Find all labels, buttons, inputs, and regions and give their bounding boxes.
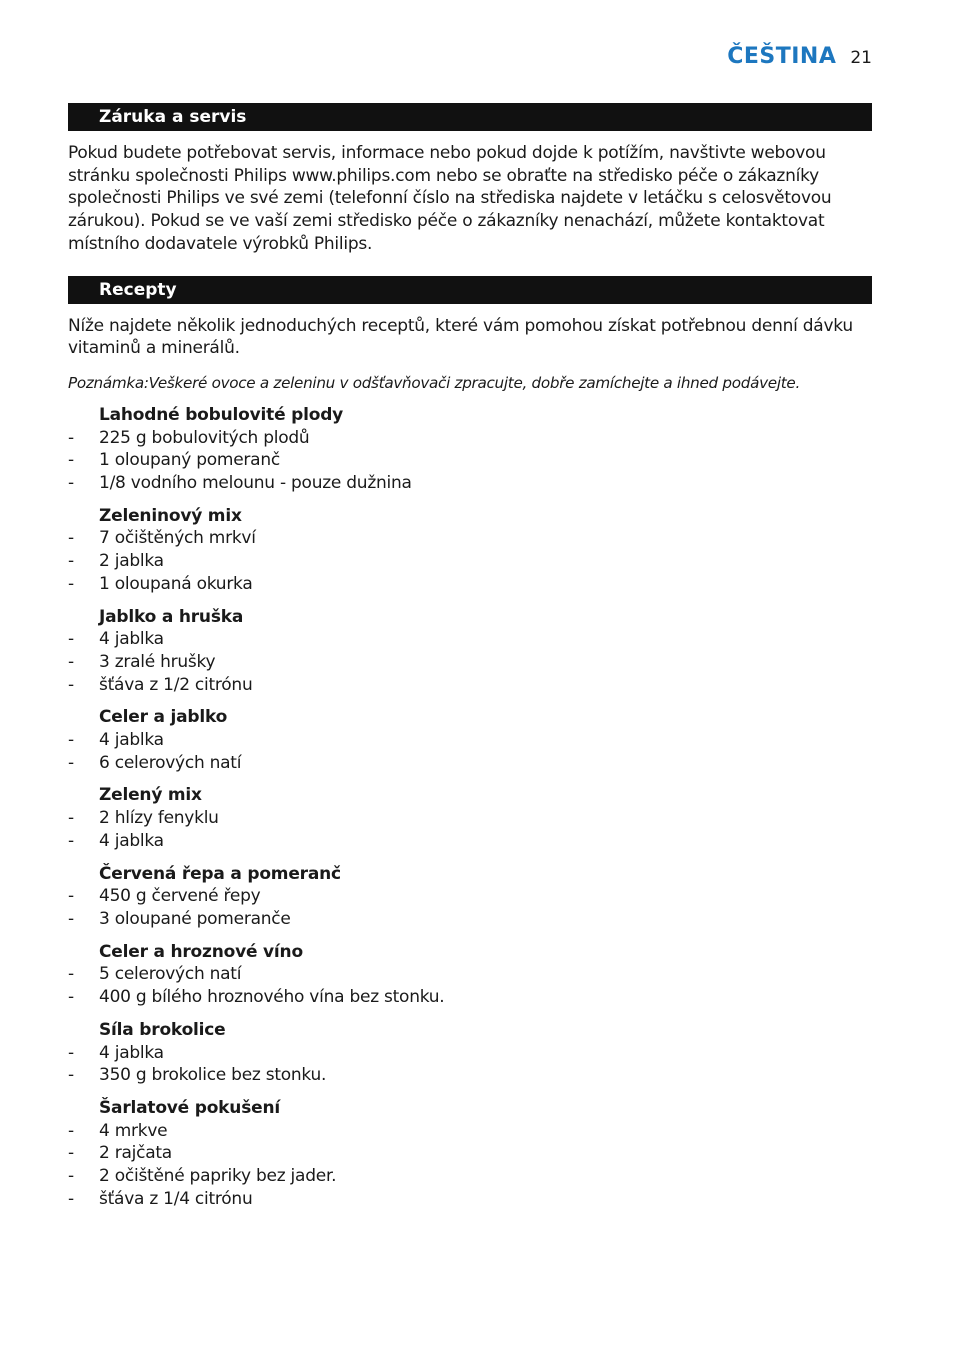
ingredient-item	[68, 807, 872, 830]
recipe-title: Šarlatové pokušení	[99, 1097, 280, 1118]
ingredient-item	[68, 963, 872, 986]
warranty-text-end: nebo se obraťte na středisko péče o zákazníky společnosti Philips ve své zemi (telefonní číslo na střediska najdete v letáčku s celosvětovou zárukou). Pokud se ve vaší zemi středisko péče o zákazníky nenachází, můžete kontaktovat místního dodavatele výrobků Philips.	[68, 165, 832, 254]
page-number: 21	[850, 48, 872, 68]
ingredient-item	[68, 729, 872, 752]
recipe-block	[68, 1097, 872, 1211]
page-content	[68, 103, 872, 1210]
list-dash: -	[68, 964, 74, 985]
list-dash: -	[68, 674, 74, 695]
ingredient-text: 5 celerových natí	[99, 964, 242, 985]
ingredient-item	[68, 1188, 872, 1211]
ingredient-text: 2 rajčata	[99, 1143, 172, 1164]
ingredient-item	[68, 651, 872, 674]
ingredient-text: 1 oloupaná okurka	[99, 573, 253, 594]
warranty-text-start: Pokud budete potřebovat servis, informace nebo pokud dojde k potížím, navštivte webovou stránku společnosti Philips	[68, 143, 826, 186]
recipe-block	[68, 941, 872, 1009]
recipe-block	[68, 606, 872, 697]
list-dash: -	[68, 473, 74, 494]
ingredient-text: 2 hlízy fenyklu	[99, 808, 219, 829]
ingredient-text: 7 očištěných mrkví	[99, 528, 256, 549]
page-header	[727, 44, 872, 69]
ingredient-item	[68, 885, 872, 908]
recipe-title: Zelený mix	[99, 785, 202, 806]
list-dash: -	[68, 651, 74, 672]
recipe-block	[68, 784, 872, 852]
list-dash: -	[68, 1120, 74, 1141]
ingredient-item	[68, 908, 872, 931]
ingredient-item	[68, 1120, 872, 1143]
ingredient-text: 400 g bílého hroznového vína bez stonku.	[99, 987, 445, 1008]
ingredient-text: 1 oloupaný pomeranč	[99, 450, 280, 471]
list-dash: -	[68, 730, 74, 751]
language-label: ČEŠTINA	[727, 44, 837, 69]
list-dash: -	[68, 830, 74, 851]
ingredient-item	[68, 674, 872, 697]
ingredient-item	[68, 527, 872, 550]
ingredient-item	[68, 1165, 872, 1188]
spacer	[68, 256, 872, 276]
list-dash: -	[68, 908, 74, 929]
ingredient-item	[68, 1142, 872, 1165]
ingredient-item	[68, 1042, 872, 1065]
ingredient-item	[68, 752, 872, 775]
list-dash: -	[68, 427, 74, 448]
ingredient-text: 6 celerových natí	[99, 752, 242, 773]
section-heading-warranty: Záruka a servis	[68, 103, 872, 131]
ingredient-item	[68, 830, 872, 853]
ingredient-item	[68, 573, 872, 596]
ingredient-text: 2 jablka	[99, 551, 164, 572]
recipe-block	[68, 706, 872, 774]
list-dash: -	[68, 1042, 74, 1063]
ingredient-item	[68, 986, 872, 1009]
recipe-block	[68, 863, 872, 931]
philips-website-link[interactable]: www.philips.com	[291, 165, 431, 186]
ingredient-text: 4 jablka	[99, 1042, 164, 1063]
ingredient-text: 3 zralé hrušky	[99, 651, 216, 672]
ingredient-text: šťáva z 1/2 citrónu	[99, 674, 253, 695]
list-dash: -	[68, 528, 74, 549]
ingredient-text: 450 g červené řepy	[99, 886, 261, 907]
list-dash: -	[68, 752, 74, 773]
recipes-note: Poznámka:Veškeré ovoce a zeleninu v odšťavňovači zpracujte, dobře zamíchejte a ihned podávejte.	[68, 373, 800, 392]
recipes-intro: Níže najdete několik jednoduchých receptů, které vám pomohou získat potřebnou denní dávku vitaminů a minerálů.	[68, 315, 853, 359]
recipe-block	[68, 505, 872, 596]
ingredient-text: 3 oloupané pomeranče	[99, 908, 291, 929]
ingredient-item	[68, 1064, 872, 1087]
ingredient-text: 2 očištěné papriky bez jader.	[99, 1166, 337, 1187]
list-dash: -	[68, 551, 74, 572]
recipe-block	[68, 404, 872, 495]
section-heading-recipes: Recepty	[68, 276, 872, 304]
ingredient-text: 4 jablka	[99, 830, 164, 851]
recipe-title: Lahodné bobulovité plody	[99, 404, 344, 425]
ingredient-item	[68, 472, 872, 495]
ingredient-text: 4 jablka	[99, 629, 164, 650]
ingredient-text: 350 g brokolice bez stonku.	[99, 1065, 327, 1086]
ingredient-text: 4 mrkve	[99, 1120, 168, 1141]
recipe-block	[68, 1019, 872, 1087]
list-dash: -	[68, 808, 74, 829]
ingredient-text: 1/8 vodního melounu - pouze dužnina	[99, 473, 412, 494]
recipe-list	[68, 404, 872, 1211]
list-dash: -	[68, 987, 74, 1008]
list-dash: -	[68, 629, 74, 650]
list-dash: -	[68, 1065, 74, 1086]
recipe-title: Červená řepa a pomeranč	[99, 863, 341, 884]
ingredient-text: 225 g bobulovitých plodů	[99, 427, 310, 448]
list-dash: -	[68, 1188, 74, 1209]
ingredient-text: 4 jablka	[99, 730, 164, 751]
recipe-title: Síla brokolice	[99, 1019, 226, 1040]
ingredient-item	[68, 427, 872, 450]
list-dash: -	[68, 1143, 74, 1164]
ingredient-item	[68, 628, 872, 651]
recipe-title: Celer a jablko	[99, 707, 228, 728]
warranty-paragraph	[68, 142, 872, 256]
list-dash: -	[68, 450, 74, 471]
list-dash: -	[68, 886, 74, 907]
recipe-title: Celer a hroznové víno	[99, 941, 303, 962]
list-dash: -	[68, 1166, 74, 1187]
ingredient-text: šťáva z 1/4 citrónu	[99, 1188, 253, 1209]
ingredient-item	[68, 449, 872, 472]
list-dash: -	[68, 573, 74, 594]
recipe-title: Jablko a hruška	[99, 606, 244, 627]
ingredient-item	[68, 550, 872, 573]
recipe-title: Zeleninový mix	[99, 505, 242, 526]
